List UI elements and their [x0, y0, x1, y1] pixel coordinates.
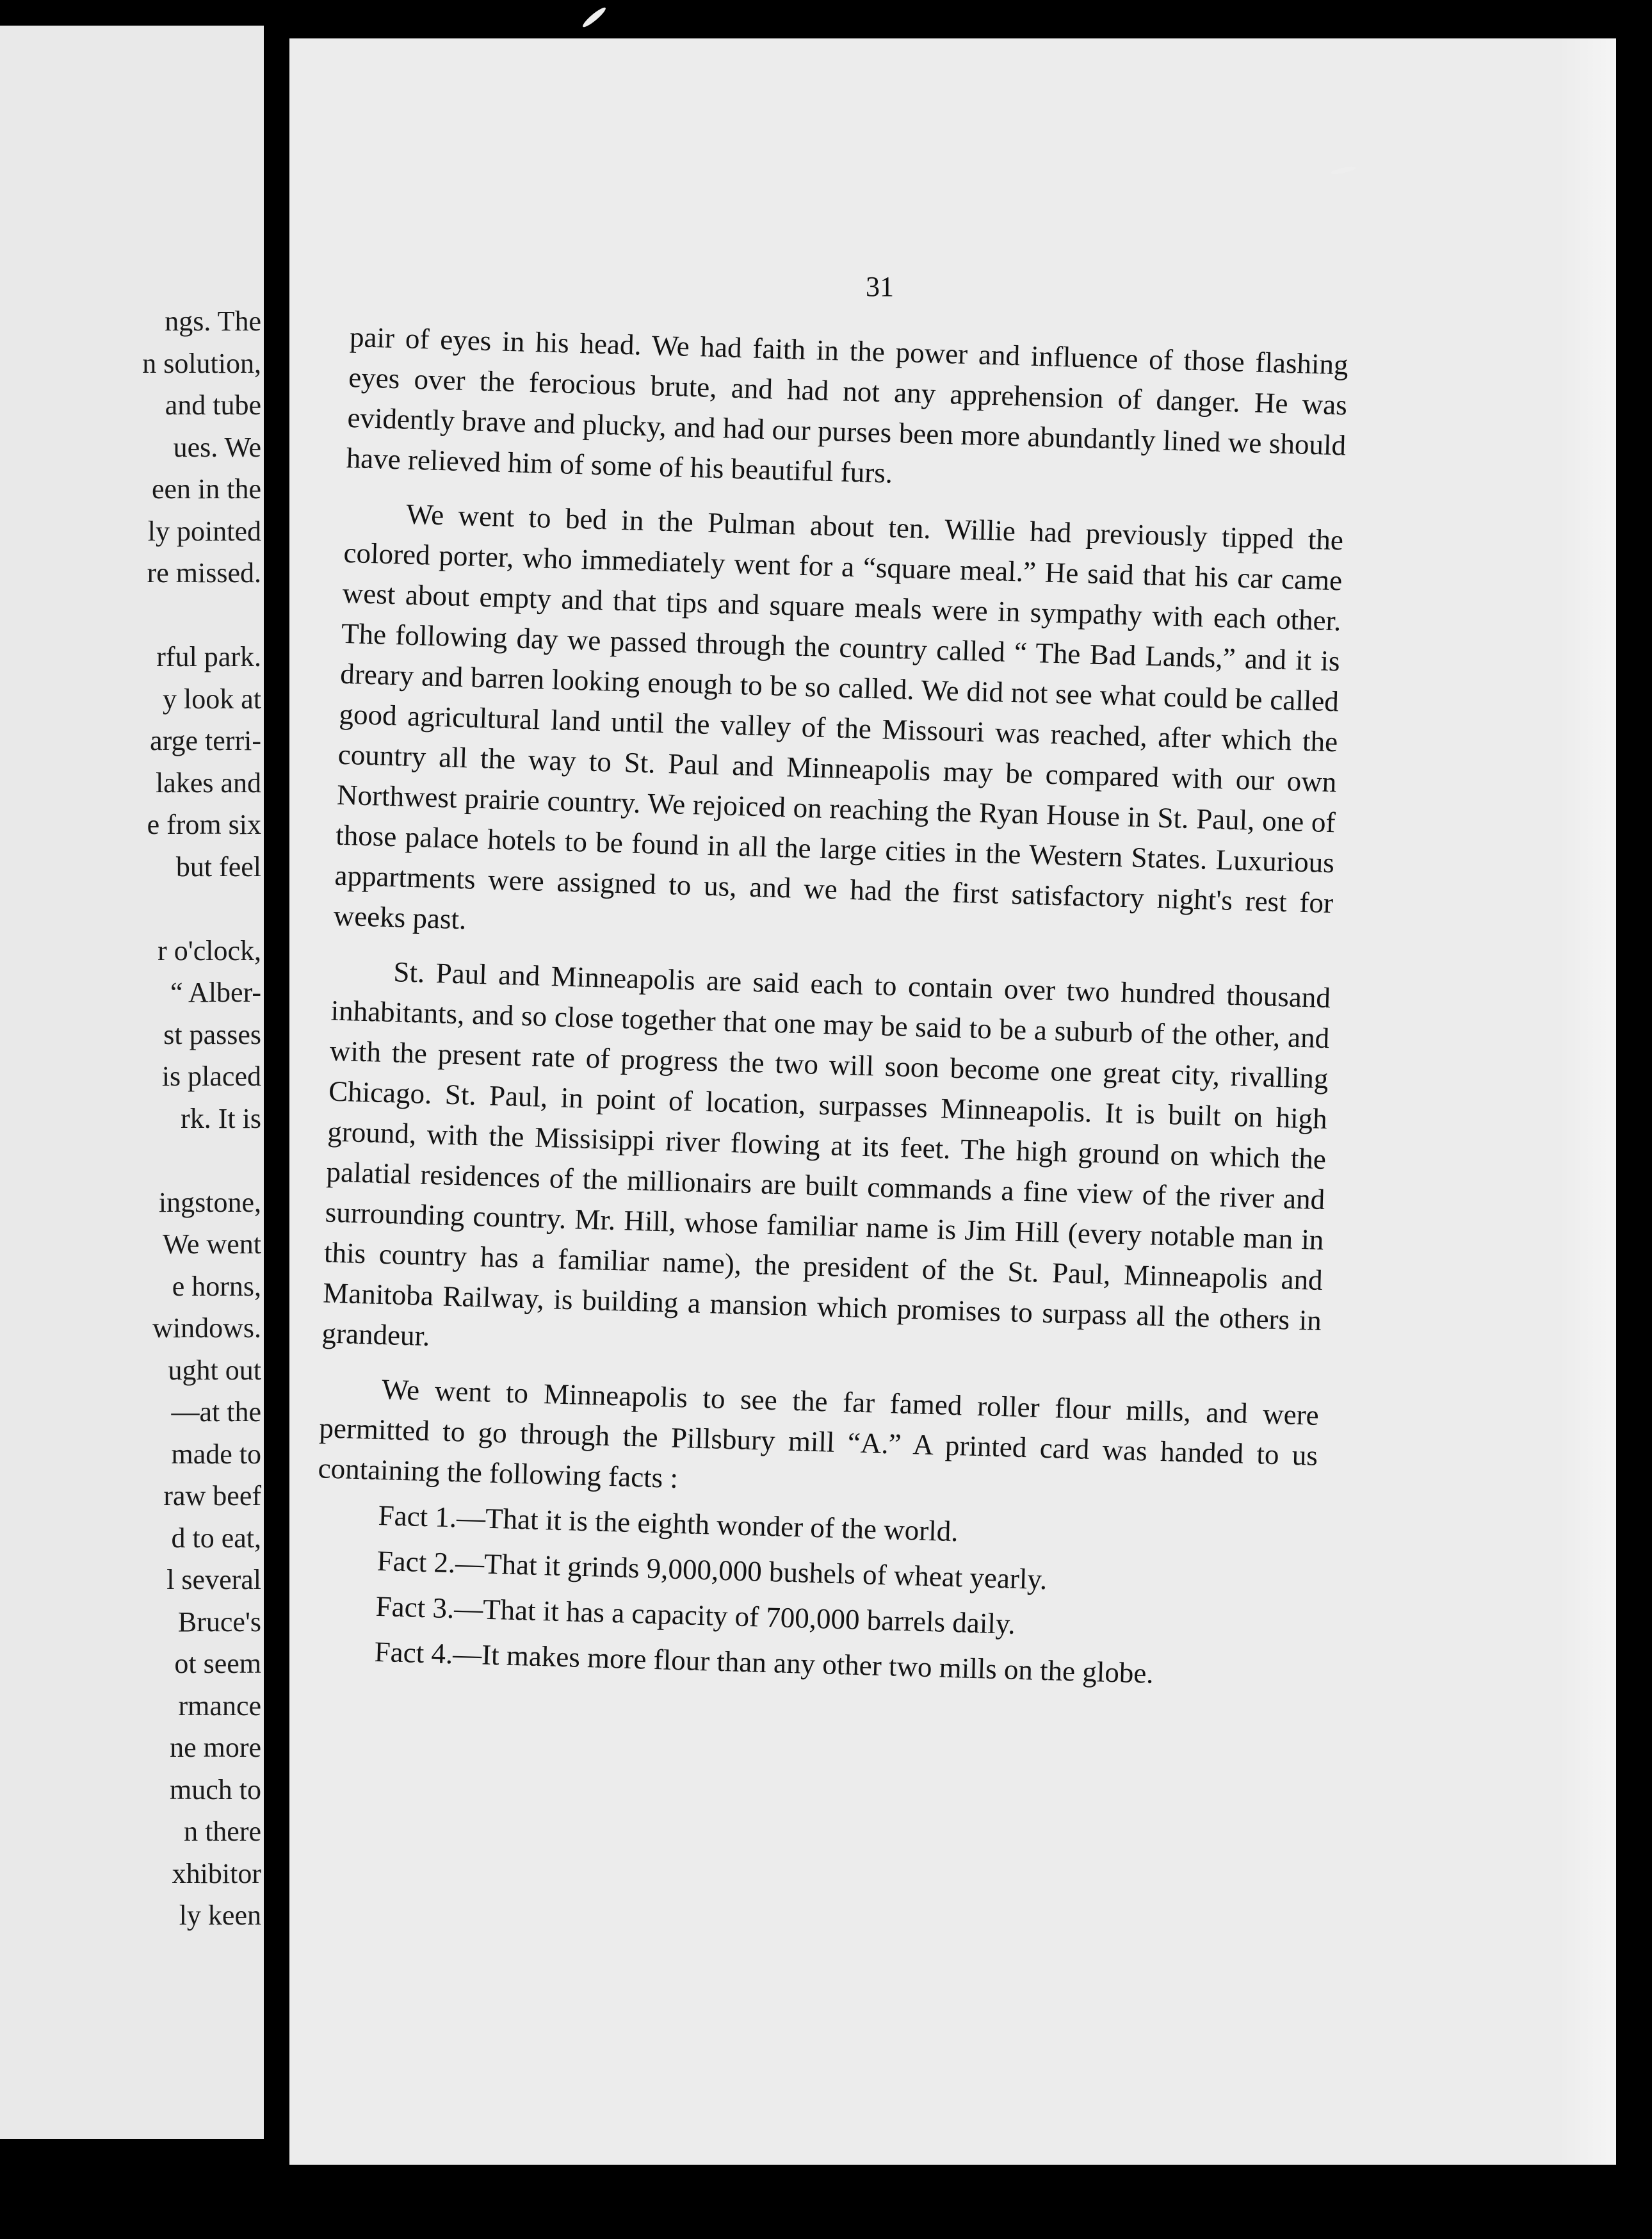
left-page-line: d to eat, — [171, 1522, 261, 1554]
fact-2: Fact 2.—That it grinds 9,000,000 bushels of wheat yearly. — [377, 1544, 1048, 1596]
left-page-line: ught out — [168, 1354, 261, 1386]
left-page-line: ly keen — [179, 1900, 261, 1931]
left-page-line: made to — [171, 1438, 261, 1470]
left-page-line: e from six — [147, 809, 261, 840]
left-page-line: and tube — [165, 389, 261, 421]
body-text — [312, 317, 1348, 1698]
fact-1: Fact 1.—That it is the eighth wonder of the world. — [378, 1499, 959, 1548]
left-page-line: ly pointed — [147, 515, 261, 547]
left-page-line: ues. We — [173, 431, 261, 463]
paragraph-3: St. Paul and Minneapolis are said each to contain over two hundred thousand inhabitants, and so close together that one may be said to be a suburb of the other, and with the present rate of progress the two will soon become one great city, rivalling Chicago. St. Paul, in point of location, surpasses Minneapolis. It is built on high ground, with the Missisippi river flowing at its feet. The high ground on which the palatial residences of the millionairs are built commands a fine view of the river and surrounding country. Mr. Hill, whose familiar name is Jim Hill (every notable man in this country has a familiar name), the president of the St. Paul, Minneapolis and Manitoba Railway, is building a mansion which promises to surpass all the others in grandeur. — [321, 956, 1331, 1353]
left-page-line: ne more — [170, 1732, 261, 1763]
left-page-line: Bruce's — [177, 1606, 261, 1638]
paragraph-2: We went to bed in the Pulman about ten. Willie had previously tipped the colored porter, who immediately went for a “square meal.” He said that his car came west about empty and that tips and square meals were in sympathy with each other. The following day we passed through the country called “ The Bad Lands,” and it is dreary and barren looking enough to be so called. We did not see what could be called good agricultural land until the valley of the Missouri was reached, after which the country all the way to St. Paul and Minneapolis may be compared with our own Northwest prairie country. We rejoiced on reaching the Ryan House in St. Paul, one of those palace hotels to be found in all the large cities in the Western States. Luxurious appartments were assigned to us, and we had the first satisfactory night's rest for weeks past. — [333, 498, 1344, 936]
fact-4: Fact 4.—It makes more flour than any other two mills on the globe. — [374, 1635, 1154, 1689]
left-page-line: rk. It is — [181, 1102, 261, 1134]
left-page-line: y look at — [163, 683, 261, 715]
left-page-line: xhibitor — [172, 1857, 261, 1889]
left-page-line: rful park. — [156, 641, 261, 672]
left-page-line: rmance — [178, 1689, 261, 1722]
left-page-line: arge terri- — [150, 725, 261, 756]
book-gutter — [264, 0, 289, 2239]
left-page-line: n solution, — [142, 347, 261, 379]
left-page-line: windows. — [152, 1312, 261, 1344]
left-page-line: st passes — [163, 1018, 261, 1050]
left-page-line: —at the — [171, 1396, 261, 1428]
left-page-line: is placed — [161, 1061, 261, 1092]
left-page-line: n there — [184, 1816, 261, 1847]
left-page-fragment — [0, 26, 264, 2139]
left-page-line: much to — [170, 1773, 261, 1805]
paragraph-1: pair of eyes in his head. We had faith in the power and influence of those flashing eyes over the ferocious brute, and had not any apprehension of danger. He was evidently brave and plucky, and had our purses been more abundantly lined we should have relieved him of some of his beautiful furs. — [346, 320, 1349, 489]
left-page-line: r o'clock, — [158, 934, 261, 966]
left-page-line: ingstone, — [158, 1186, 261, 1218]
left-page-line: e horns, — [172, 1270, 261, 1302]
left-page-line: re missed. — [147, 557, 261, 589]
left-page-line: We went — [162, 1228, 261, 1260]
page-number: 31 — [866, 271, 894, 302]
fact-3: Fact 3.—That it has a capacity of 700,000 barrels daily. — [375, 1590, 1016, 1640]
left-page-line: een in the — [151, 473, 261, 505]
left-page-line: “ Alber- — [170, 977, 261, 1008]
left-page-line: ngs. The — [165, 305, 261, 337]
left-page-line: raw beef — [163, 1480, 261, 1511]
paragraph-4: We went to Minneapolis to see the far famed roller flour mills, and were permitted to go through the Pillsbury mill “A.” A printed card was handed to us containing the following facts : — [318, 1373, 1320, 1494]
left-page-line: l several — [166, 1564, 261, 1595]
main-page — [289, 38, 1616, 2165]
left-page-line: but feel — [175, 851, 261, 883]
left-page-line: ot seem — [174, 1648, 261, 1679]
left-page-line: lakes and — [156, 767, 261, 799]
scan-speck — [581, 5, 608, 29]
page-edge-shading — [1559, 38, 1616, 2165]
